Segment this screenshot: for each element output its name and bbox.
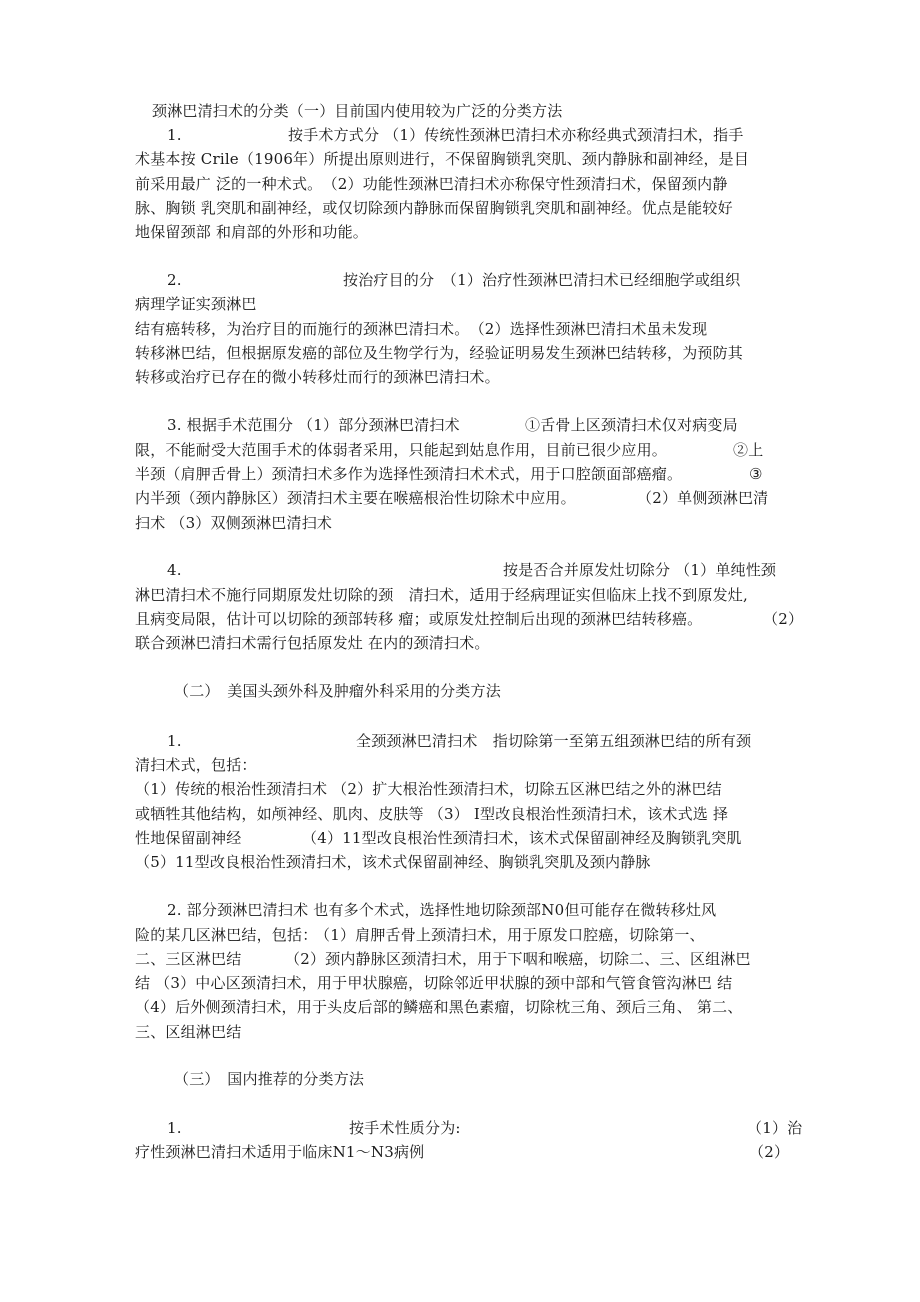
paragraph-line: ③: [749, 465, 763, 483]
paragraph-line: 全颈颈淋巴清扫术 指切除第一至第五组颈淋巴结的所有颈: [356, 732, 752, 750]
paragraph-line: 且病变局限，估计可以切除的颈部转移 瘤；或原发灶控制后出现的颈淋巴结转移癌。: [135, 610, 703, 628]
paragraph-line: 内半颈（颈内静脉区）颈清扫术主要在喉癌根治性切除术中应用。: [135, 489, 576, 507]
section-heading: （三） 国内推荐的分类方法: [174, 1070, 365, 1088]
paragraph-line: 或牺牲其他结构，如颅神经、肌肉、皮肤等 （3） I型改良根治性颈清扫术，该术式选 择: [135, 805, 729, 823]
paragraph-line: （1）传统的根治性颈清扫术 （2）扩大根治性颈清扫术，切除五区淋巴结之外的淋巴结: [135, 780, 722, 798]
paragraph-line: 险的某几区淋巴结，包括：: [135, 926, 318, 944]
paragraph-line: （2）颈内静脉区颈清扫术，用于下咽和喉癌，切除二、三、区组淋巴: [285, 950, 751, 968]
paragraph-line: 按是否合并原发灶切除分 （1）单纯性颈: [503, 561, 777, 579]
section-heading: （二） 美国头颈外科及肿瘤外科采用的分类方法: [174, 682, 501, 700]
paragraph-line: 3. 根据手术范围分 （1）部分颈淋巴清扫术: [167, 416, 460, 434]
paragraph-line: 结有癌转移，为治疗目的而施行的颈淋巴清扫术。 （2）选择性颈淋巴清扫术虽未发现: [135, 320, 708, 338]
paragraph-line: （2）: [749, 1143, 790, 1161]
paragraph-line: 按手术方式分 （1）传统性颈淋巴清扫术亦称经典式颈清扫术，指手: [288, 126, 744, 144]
item-number: 1.: [167, 126, 182, 144]
paragraph-line: 半颈（肩胛舌骨上）颈清扫术多作为选择性颈清扫术术式，用于口腔颌面部癌瘤。: [135, 465, 683, 483]
paragraph-line: （4）后外侧颈清扫术，用于头皮后部的鳞癌和黑色素瘤，切除枕三角、颈后三角、 第二、: [135, 998, 743, 1016]
paragraph-line: 2. 部分颈淋巴清扫术 也有多个术式，选择性地切除颈部N0但可能存在微转移灶风: [167, 901, 717, 919]
paragraph-line: 三、区组淋巴结: [135, 1023, 242, 1041]
paragraph-line: 结 （3）中心区颈清扫术，用于甲状腺癌，切除邻近甲状腺的颈中部和气管食管沟淋巴 结: [135, 974, 733, 992]
paragraph-line: 脉、胸锁 乳突肌和副神经，或仅切除颈内静脉而保留胸锁乳突肌和副神经。优点是能较好: [135, 199, 733, 217]
paragraph-line: （1）肩胛舌骨上颈清扫术，用于原发口腔癌，切除第一、: [315, 926, 705, 944]
paragraph-line: 地保留颈部 和肩部的外形和功能。: [135, 223, 368, 241]
paragraph-line: 按手术性质分为:: [349, 1119, 461, 1137]
paragraph-line: （2）单侧颈淋巴清: [637, 489, 769, 507]
paragraph-line: 二、三区淋巴结: [135, 950, 242, 968]
item-number: 2.: [167, 271, 182, 289]
paragraph-line: 按治疗目的分 （1）治疗性颈淋巴清扫术已经细胞学或组织: [343, 271, 741, 289]
paragraph-line: 淋巴清扫术不施行同期原发灶切除的颈 清扫术，适用于经病理证实但临床上找不到原发灶,: [135, 586, 748, 604]
paragraph-line: ①舌骨上区颈清扫术仅对病变局: [525, 416, 738, 434]
paragraph-line: 疗性颈淋巴清扫术适用于临床N1〜N3病例: [135, 1143, 425, 1161]
paragraph-line: 前采用最广 泛的一种术式。 （2）功能性颈淋巴清扫术亦称保守性颈清扫术，保留颈内静: [135, 175, 728, 193]
paragraph-line: 联合颈淋巴清扫术需行包括原发灶 在内的颈清扫术。: [135, 634, 490, 652]
paragraph-line: （5）11型改良根治性颈清扫术，该术式保留副神经、胸锁乳突肌及颈内静脉: [135, 853, 651, 871]
paragraph-line: 清扫术式，包括：: [135, 756, 257, 774]
paragraph-line: （4）11型改良根治性颈清扫术，该术式保留副神经及胸锁乳突肌: [302, 829, 742, 847]
paragraph-line: （1）治: [747, 1119, 803, 1137]
paragraph-line: （2）: [763, 610, 804, 628]
paragraph-line: 转移淋巴结，但根据原发癌的部位及生物学行为，经验证明易发生颈淋巴结转移，为预防其: [135, 344, 744, 362]
document-title: 颈淋巴清扫术的分类（一）目前国内使用较为广泛的分类方法: [152, 102, 563, 120]
paragraph-line: 术基本按 Crile（1906年）所提出原则进行，不保留胸锁乳突肌、颈内静脉和副神经，是目: [135, 150, 750, 168]
paragraph-line: 扫术 （3）双侧颈淋巴清扫术: [135, 514, 333, 532]
paragraph-line: ②上: [733, 441, 764, 459]
paragraph-line: 病理学证实颈淋巴: [135, 295, 257, 313]
paragraph-line: 性地保留副神经: [135, 829, 242, 847]
item-number: 4.: [167, 561, 182, 579]
item-number: 1.: [167, 1119, 182, 1137]
paragraph-line: 限，不能耐受大范围手术的体弱者采用，只能起到姑息作用，目前已很少应用。: [135, 441, 668, 459]
paragraph-line: 转移或治疗已存在的微小转移灶而行的颈淋巴清扫术。: [135, 368, 500, 386]
item-number: 1.: [167, 732, 182, 750]
